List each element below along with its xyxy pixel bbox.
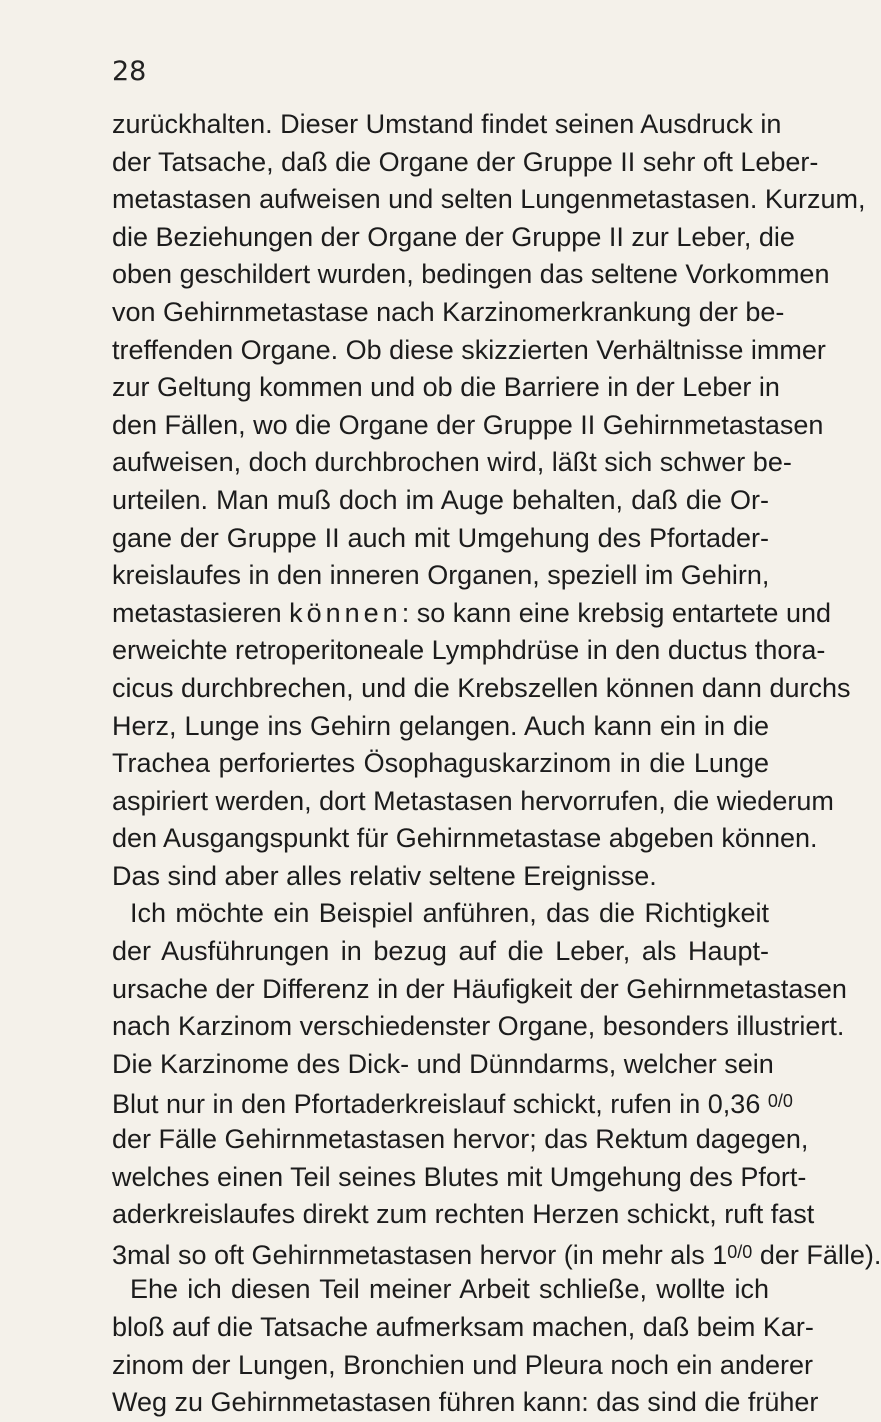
text-line: [112, 1234, 881, 1272]
body-text: [112, 106, 881, 1422]
text-line: Ich möchte ein Beispiel anführen, das die Richtigkeit: [130, 898, 769, 929]
text-line: [112, 595, 831, 633]
page-number: 28: [112, 56, 147, 87]
text-line: welches einen Teil seines Blutes mit Umgehung des Pfort-: [112, 1161, 807, 1192]
text-segment: : so kann eine krebsig entartete und: [401, 597, 831, 628]
text-segment: der Fälle).: [759, 1239, 881, 1270]
text-line: zur Geltung kommen und ob die Barriere in der Leber in: [112, 372, 780, 403]
text-line: aderkreislaufes direkt zum rechten Herzen schickt, ruft fast: [112, 1199, 815, 1230]
text-line: Herz, Lunge ins Gehirn gelangen. Auch kann ein in die: [112, 710, 769, 741]
text-line: zurückhalten. Dieser Umstand findet seinen Ausdruck in: [112, 109, 782, 139]
text-segment: metastasieren: [112, 597, 282, 628]
text-line: Weg zu Gehirnmetastasen führen kann: das sind die früher: [112, 1387, 819, 1418]
text-line: zinom der Lungen, Bronchien und Pleura noch ein anderer: [112, 1349, 813, 1380]
text-line: der Fälle Gehirnmetastasen hervor; das Rektum dagegen,: [112, 1124, 809, 1155]
text-line: metastasen aufweisen und selten Lungenmetastasen. Kurzum,: [112, 184, 866, 215]
text-line: der Ausführungen in bezug auf die Leber, als Haupt-: [112, 936, 769, 967]
text-line: gane der Gruppe II auch mit Umgehung des Pfortader-: [112, 522, 769, 553]
text-line: erweichte retroperitoneale Lymphdrüse in den ductus thora-: [112, 635, 826, 666]
text-line: bloß auf die Tatsache aufmerksam machen, daß beim Kar-: [112, 1312, 814, 1342]
text-line: cicus durchbrechen, und die Krebszellen können dann durchs: [112, 672, 851, 703]
text-line: ursache der Differenz in der Häufigkeit der Gehirnmetastasen: [112, 973, 847, 1004]
text-line: nach Karzinom verschiedenster Organe, besonders illustriert.: [112, 1011, 845, 1042]
text-line: aspiriert werden, dort Metastasen hervorrufen, die wiederum: [112, 785, 834, 816]
text-line: Trachea perforiertes Ösophaguskarzinom in die Lunge: [112, 748, 769, 779]
percent-sign: 0/0: [767, 1091, 793, 1112]
spaced-emphasis: können: [289, 597, 402, 628]
text-line: der Tatsache, daß die Organe der Gruppe II sehr oft Leber-: [112, 146, 819, 177]
percent-sign: 0/0: [727, 1241, 753, 1262]
text-line: von Gehirnmetastase nach Karzinomerkrankung der be-: [112, 296, 785, 327]
text-line: Ehe ich diesen Teil meiner Arbeit schließe, wollte ich: [130, 1274, 769, 1305]
text-line: treffenden Organe. Ob diese skizzierten Verhältnisse immer: [112, 334, 826, 365]
text-line: aufweisen, doch durchbrochen wird, läßt sich schwer be-: [112, 447, 792, 478]
text-line: urteilen. Man muß doch im Auge behalten, daß die Or-: [112, 484, 769, 515]
text-line: Die Karzinome des Dick- und Dünndarms, welcher sein: [112, 1048, 774, 1079]
text-line: Das sind aber alles relativ seltene Ereignisse.: [112, 860, 657, 891]
text-segment: Blut nur in den Pfortaderkreislauf schickt, rufen in 0,36: [112, 1089, 761, 1120]
text-line: die Beziehungen der Organe der Gruppe II zur Leber, die: [112, 221, 795, 252]
text-segment: 3mal so oft Gehirnmetastasen hervor (in mehr als 1: [112, 1239, 728, 1270]
text-line: kreislaufes in den inneren Organen, speziell im Gehirn,: [112, 560, 770, 591]
text-line: den Fällen, wo die Organe der Gruppe II Gehirnmetastasen: [112, 409, 824, 440]
text-line: den Ausgangspunkt für Gehirnmetastase abgeben können.: [112, 823, 818, 854]
text-line: oben geschildert wurden, bedingen das seltene Vorkommen: [112, 259, 830, 290]
text-line: [112, 1083, 793, 1121]
